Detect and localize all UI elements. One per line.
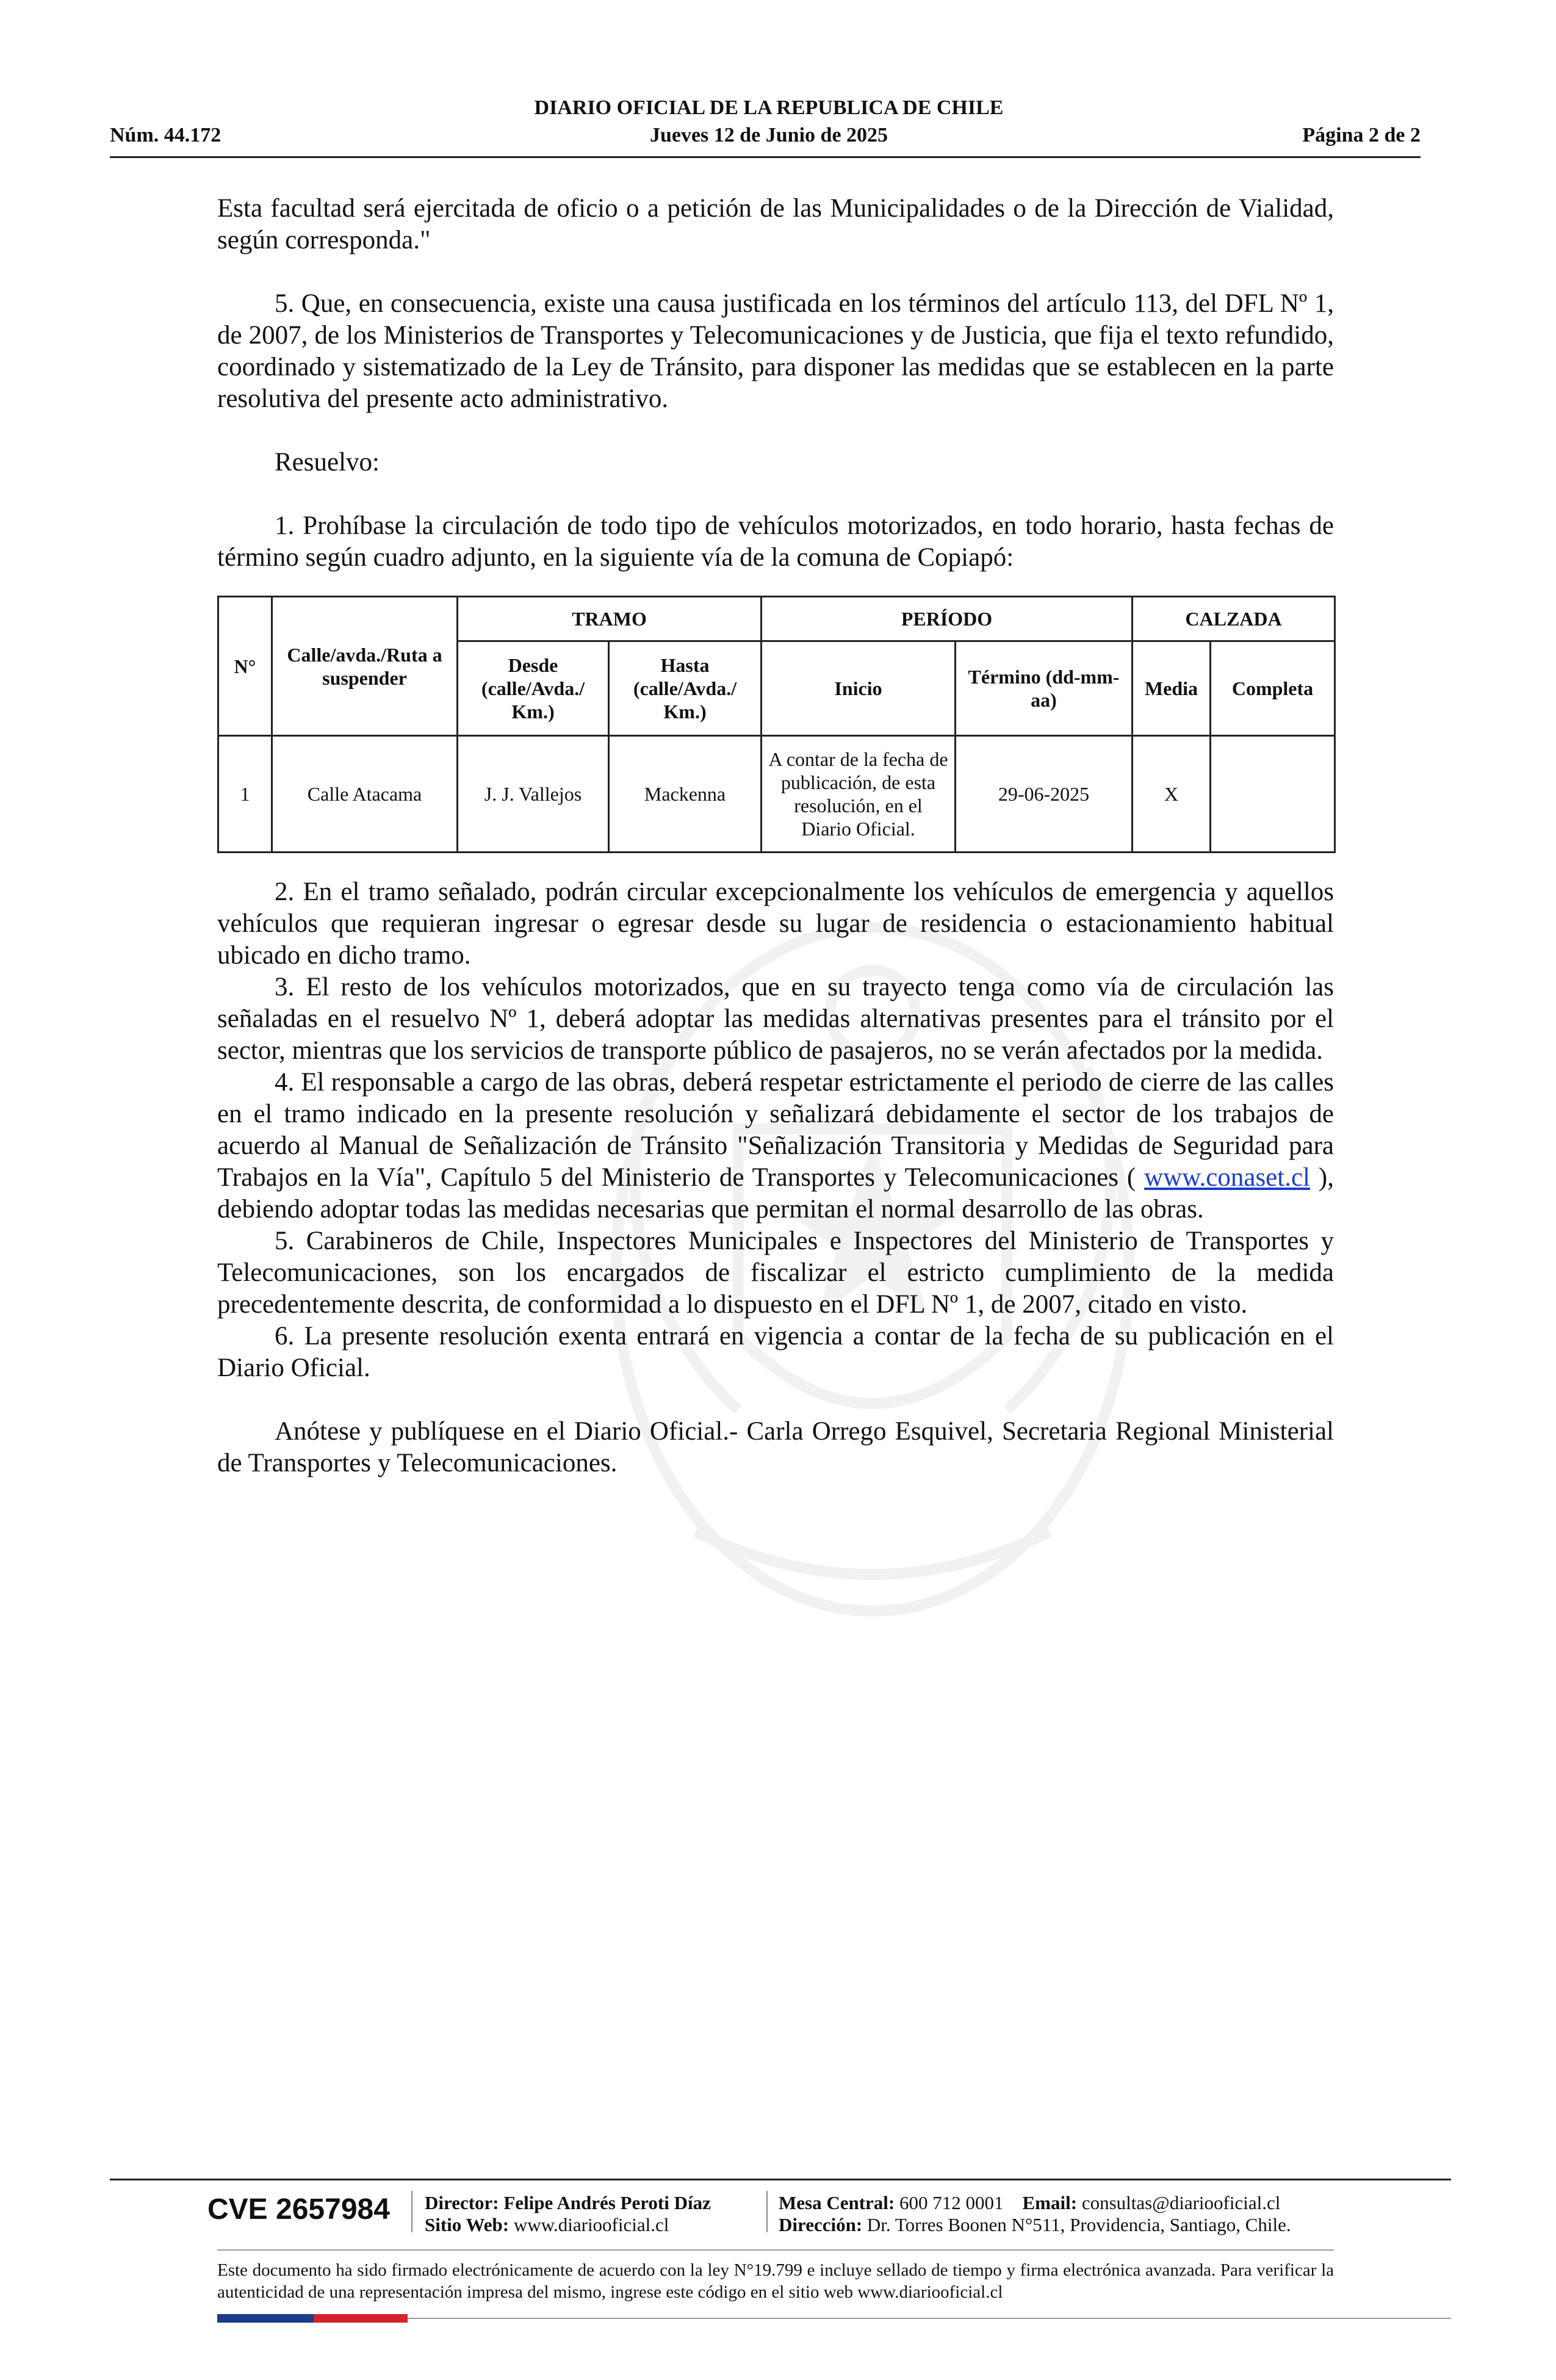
issue-date: Jueves 12 de Junio de 2025 [649, 124, 888, 146]
document-body [217, 193, 1334, 1479]
resuelvo-4-text-a: 4. El responsable a cargo de las obras, deberá respetar estrictamente el periodo de cierre de las calles en el tramo indicado en la presente resolución y señalizará debidamente el sector de los trabajos de acuerdo al Manual de Señalización de Tránsito "Señalización Transitoria y Medidas de Seguridad para Trabajos en la Vía", Capítulo 5 del Ministerio de Transportes y Telecomunicaciones ( [217, 1068, 1334, 1192]
footer-director-block [425, 2192, 711, 2236]
paragraph-considerando-5: 5. Que, en consecuencia, existe una causa justificada en los términos del artículo 113, del DFL Nº 1, de 2007, de los Ministerios de Transportes y Telecomunicaciones y de Justicia, que fija el texto refundido, coordinado y sistematizado de la Ley de Tránsito, para disponer las medidas que se establecen en la parte resolutiva del presente acto administrativo. [217, 289, 1334, 413]
sitio-label: Sitio Web: [425, 2214, 510, 2235]
director-value: Felipe Andrés Peroti Díaz [503, 2192, 711, 2213]
cell-termino: 29-06-2025 [956, 736, 1133, 853]
mesa-value: 600 712 0001 [899, 2192, 1004, 2213]
flag-stripe-blue [217, 2314, 314, 2323]
cell-hasta: Mackenna [609, 736, 762, 853]
flag-stripe-red [314, 2314, 408, 2323]
direccion-label: Dirección: [779, 2214, 863, 2235]
header-calle: Calle/avda./Ruta a suspender [272, 597, 458, 736]
closure-table [217, 596, 1336, 853]
cell-desde: J. J. Vallejos [458, 736, 609, 853]
cell-completa [1211, 736, 1335, 853]
electronic-signature-note: Este documento ha sido firmado electrónicamente de acuerdo con la ley N°19.799 e incluye sellado de tiempo y firma electrónica avanzada. Para verificar la autenticidad de una representación impresa del mismo, ingrese este código en el sitio web www.diariooficial.cl [217, 2260, 1334, 2302]
header-rule [110, 156, 1421, 158]
header-num: N° [218, 597, 272, 736]
issue-number: Núm. 44.172 [110, 124, 222, 146]
cve-code: CVE 2657984 [207, 2193, 390, 2226]
resuelvo-2: 2. En el tramo señalado, podrán circular excepcionalmente los vehículos de emergencia y aquellos vehículos que requieran ingresar o egresar desde su lugar de residencia o estacionamiento habitual ubicado en dicho tramo. [217, 878, 1334, 970]
header-termino: Término (dd-mm-aa) [956, 641, 1133, 736]
conaset-link[interactable]: www.conaset.cl [1144, 1163, 1310, 1192]
email-value[interactable]: consultas@diariooficial.cl [1081, 2192, 1281, 2213]
newspaper-title: DIARIO OFICIAL DE LA REPUBLICA DE CHILE [534, 96, 1004, 119]
footer-rule [110, 2179, 1451, 2180]
resuelvo-5: 5. Carabineros de Chile, Inspectores Municipales e Inspectores del Ministerio de Transportes y Telecomunicaciones, son los encargados de fiscalizar el estricto cumplimiento de la medida precedentemente descrita, de conformidad a lo dispuesto en el DFL Nº 1, de 2007, citado en visto. [217, 1227, 1334, 1319]
header-desde: Desde (calle/Avda./ Km.) [458, 641, 609, 736]
header-calzada: CALZADA [1133, 597, 1335, 641]
closing-signature: Anótese y publíquese en el Diario Oficial.- Carla Orrego Esquivel, Secretaria Regional Ministerial de Transportes y Telecomunicaciones. [217, 1417, 1334, 1477]
header-periodo: PERÍODO [762, 597, 1133, 641]
resuelvo-1: 1. Prohíbase la circulación de todo tipo de vehículos motorizados, en todo horario, hasta fechas de término según cuadro adjunto, en la siguiente vía de la comuna de Copiapó: [217, 511, 1334, 572]
cell-calle: Calle Atacama [272, 736, 458, 853]
email-label: Email: [1022, 2192, 1078, 2213]
director-label: Director: [425, 2192, 499, 2213]
header-tramo: TRAMO [458, 597, 762, 641]
footer-contact-block [779, 2192, 1291, 2236]
cell-media: X [1133, 736, 1211, 853]
header-completa: Completa [1211, 641, 1335, 736]
page-indicator: Página 2 de 2 [1302, 124, 1421, 146]
resuelvo-heading: Resuelvo: [275, 448, 380, 477]
header-inicio: Inicio [762, 641, 956, 736]
paragraph-intro: Esta facultad será ejercitada de oficio o a petición de las Municipalidades o de la Dirección de Vialidad, según corresponda." [217, 194, 1334, 254]
header-media: Media [1133, 641, 1211, 736]
resuelvo-6: 6. La presente resolución exenta entrará en vigencia a contar de la fecha de su publicación en el Diario Oficial. [217, 1322, 1334, 1382]
mesa-label: Mesa Central: [779, 2192, 895, 2213]
footer-inner-rule [217, 2249, 1334, 2251]
resuelvo-3: 3. El resto de los vehículos motorizados, que en su trayecto tenga como vía de circulación las señaladas en el resuelvo Nº 1, deberá adoptar las medidas alternativas presentes para el tránsito por el sector, mientras que los servicios de transporte público de pasajeros, no se verán afectados por la medida. [217, 973, 1334, 1065]
footer-separator [411, 2191, 412, 2232]
resuelvo-4 [217, 1067, 1334, 1225]
sitio-value[interactable]: www.diariooficial.cl [513, 2214, 669, 2235]
table-row [218, 736, 1335, 853]
cell-inicio: A contar de la fecha de publicación, de esta resolución, en el Diario Oficial. [762, 736, 956, 853]
header-hasta: Hasta (calle/Avda./ Km.) [609, 641, 762, 736]
footer-separator [766, 2191, 768, 2232]
footer-bottom-rule [408, 2318, 1451, 2319]
cell-num: 1 [218, 736, 272, 853]
direccion-value: Dr. Torres Boonen N°511, Providencia, Santiago, Chile. [866, 2214, 1291, 2235]
resuelvo-4-text-b: ), debiendo adoptar todas las medidas necesarias que permitan el normal desarrollo de las obras. [217, 1163, 1334, 1224]
